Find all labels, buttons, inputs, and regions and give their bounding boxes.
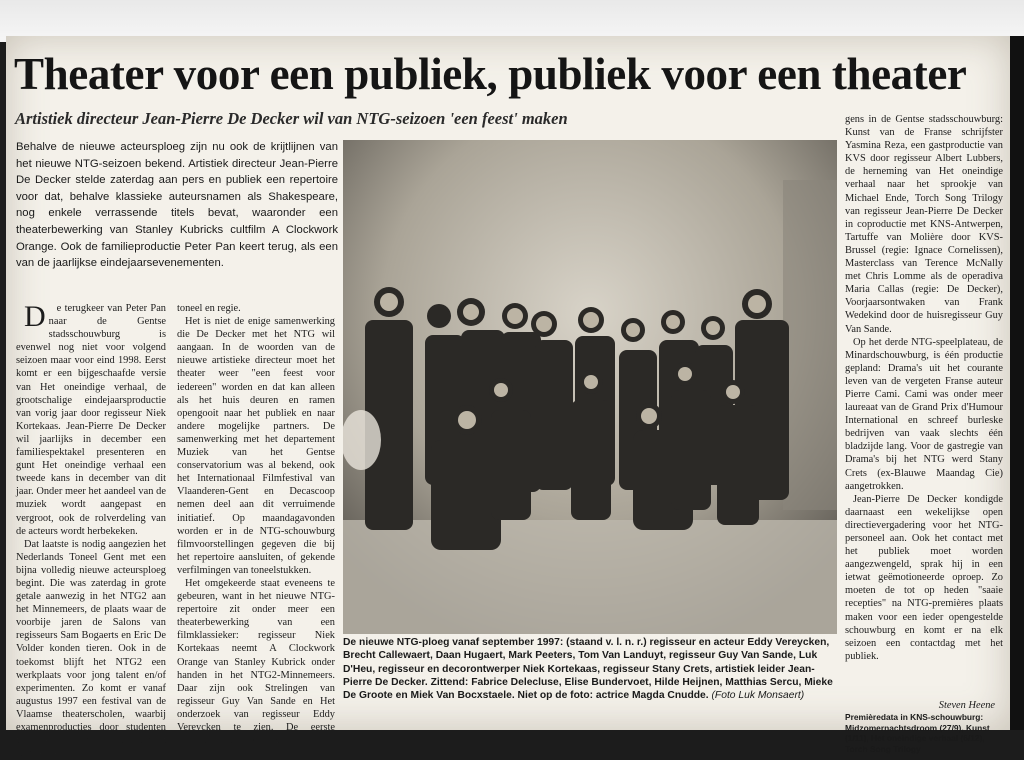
col1-paragraph-1: e terugkeer van Peter Pan naar de Gentse stadsschouwburg is evenwel nog niet voor volgend seizoen maar voor eind 1998. Eerst komt er een bijgeschaafde versie van Het oneindige verhaal, de grootschalige eindejaarsproductie van vorig jaar door regisseur Niek Kortekaas. Jean-Pierre De Decker wil jaarlijks in december een familiespektakel presenteren en gunt Het oneindige verhaal een tweede kans in december van dit jaar. Onder meer het aandeel van de muziek wordt aangepast en vergroot, ook de rolverdeling van de acteurs wordt herbekeken. bbox=[16, 303, 166, 537]
headline: Theater voor een publiek, publiek voor een theater bbox=[14, 49, 967, 99]
col2-paragraph-2: Het is niet de enige samenwerking die De Decker met het NTG wil aangaan. In de woorden van de nieuwe artistieke directeur moet het theater weer "een feest voor iedereen" worden en dat kan alleen als het huis deuren en ramen opengooit naar het publiek en naar andere mogelijke partners. De samenwerking met het departement Muziek van het Gentse conservatorium was al bekend, ook het Internationaal Filmfestival van Vlaanderen-Gent en Decascoop nemen deel aan dit verruimende initiatief. Op maandagavonden worden er in de NTG-schouwburg filmvoorstellingen gegeven die bij het repertoire aansluiten, of gekende verfilmingen van toneelstukken. bbox=[177, 316, 335, 576]
photo-credit: (Foto Luk Monsaert) bbox=[711, 690, 805, 702]
group-photo-illustration bbox=[343, 140, 837, 634]
scanner-edge bbox=[1010, 36, 1024, 730]
group-photo bbox=[343, 140, 837, 634]
col2-paragraph-1: toneel en regie. bbox=[177, 303, 241, 314]
intro-paragraph: Behalve de nieuwe acteursploeg zijn nu ook de krijtlijnen van het nieuwe NTG-seizoen bekend. Artistiek directeur Jean-Pierre De Decker stelde zaterdag aan pers en publiek een repertoire voor dat, behalve klassieke auteursnamen als Shakespeare, nog enkele verrassende titels bevat, waaronder een theaterbewerking van Stanley Kubricks cultfilm A Clockwork Orange. Ook de familieproductie Peter Pan keert terug, als een van de jaarlijkse eindejaarsevenementen. bbox=[16, 141, 338, 270]
subheadline: Artistiek directeur Jean-Pierre De Decker wil van NTG-seizoen 'een feest' maken bbox=[15, 109, 568, 128]
caption-text: De nieuwe NTG-ploeg vanaf september 1997: (staand v. l. n. r.) regisseur en acteur Eddy Vereycken, Brecht Callewaert, Daan Hugaert, Mark Peeters, Tom Van Landuyt, regisseur Guy Van Sande, Luk D'Heu, regisseur en decorontwerper Niek Kortekaas, regisseur Stany Crets, artistiek leider Jean-Pierre De Decker. Zittend: Fabrice Delecluse, Elise Bundervoet, Hilde Heijnen, Matthias Sercu, Mieke De Groote en Miek Van Bocxstaele. Niet op de foto: actrice Magda Cnudde. bbox=[343, 637, 833, 702]
col3-paragraph-2: Op het derde NTG-speelplateau, de Minardschouwburg, is één productie gepland: Drama's uit het courante leven van de vergeten Franse auteur Pierre Cami. Cami was onder meer laureaat van de Grand Prix d'Humour International en schreef burleske bedrijven van vaak slechts één bladzijde lang. Voor de gastregie van Drama's bij het NTG werd Stany Crets (ex-Blauwe Maandag Cie) aangetrokken. bbox=[845, 336, 1003, 492]
col1-paragraph-2: Dat laatste is nodig aangezien het Nederlands Toneel Gent met een bijna volledig nieuwe acteursploeg begint. Die was zaterdag in grote getale aanwezig in het NTG2 aan het Minnemeers, de plaats waar de voorbije jaren de Salons van regisseurs Sam Bogaerts en Eric De Volder konden tieren. Ook in de toekomst blijft het NTG2 een werkplaats voor jong talent en/of experimenten. Zo komt er vanaf augustus 1997 een festival van de Vlaamse theaterscholen, waarbij examenproducties door studenten toneel en podium krijgen. Voor dit jaar hebben ... bbox=[16, 538, 166, 760]
col3-paragraph-1: gens in de Gentse stadsschouwburg: Kunst van de Franse schrijfster Yasmina Reza, een gastproductie van KVS door regisseur Albert Lubbers, de herneming van Het oneindige verhaal naar het sprookje van Michael Ende, Torch Song Trilogy van regisseur Jean-Pierre De Decker in coproductie met KNS-Antwerpen, Tartuffe van Molière door KVS-Brussel (regie: Ignace Cornelissen), Masterclass van Terence McNally met Chris Lomme als de operadiva Maria Callas (regie: De Decker), Voorjaarsontwaken van Frank Wedekind door de huisregisseur Guy Van Sande. bbox=[845, 114, 1003, 335]
column-3 bbox=[845, 113, 1003, 663]
drop-cap: D bbox=[24, 300, 46, 333]
premiere-dates: Premièredata in KNS-schouwburg: Midzomernachtsdroom (27/9), Kunst (1/11), Het oneindige verhaal (6/12), Torch Song Trilogy bbox=[845, 712, 990, 754]
col3-paragraph-3: Jean-Pierre De Decker kondigde daarnaast een wekelijkse open directievergadering voor het NTG-personeel aan. Ook het contact met het publiek moet worden aangezwengeld, sprak hij in een ietwat geëmotioneerde oproep. Zo moeten de tot op heden "saaie recepties" na NTG-premières plaats maken voor een ieder opengestelde schouwburg en komt er na elk seizoen een contactdag met het publiek. bbox=[845, 493, 1003, 662]
photo-caption bbox=[343, 636, 837, 702]
author-byline: Steven Heene bbox=[938, 700, 995, 711]
column-1 bbox=[16, 302, 166, 760]
col2-paragraph-3: Het omgekeerde staat eveneens te gebeuren, want in het nieuwe NTG-repertoire zit onder meer een theaterbewerking van een filmklassieker: regisseur Niek Kortekaas neemt A Clockwork Orange van Stanley Kubrick onder handen in het NTG2-Minnemeers. Daar zijn ook Strelingen van regisseur Guy Van Sande en Het onderzoek van regisseur Eddy Vereycken te zien. De eerste productie is naar een tekst van de ... bbox=[177, 577, 335, 747]
column-2 bbox=[177, 302, 335, 747]
